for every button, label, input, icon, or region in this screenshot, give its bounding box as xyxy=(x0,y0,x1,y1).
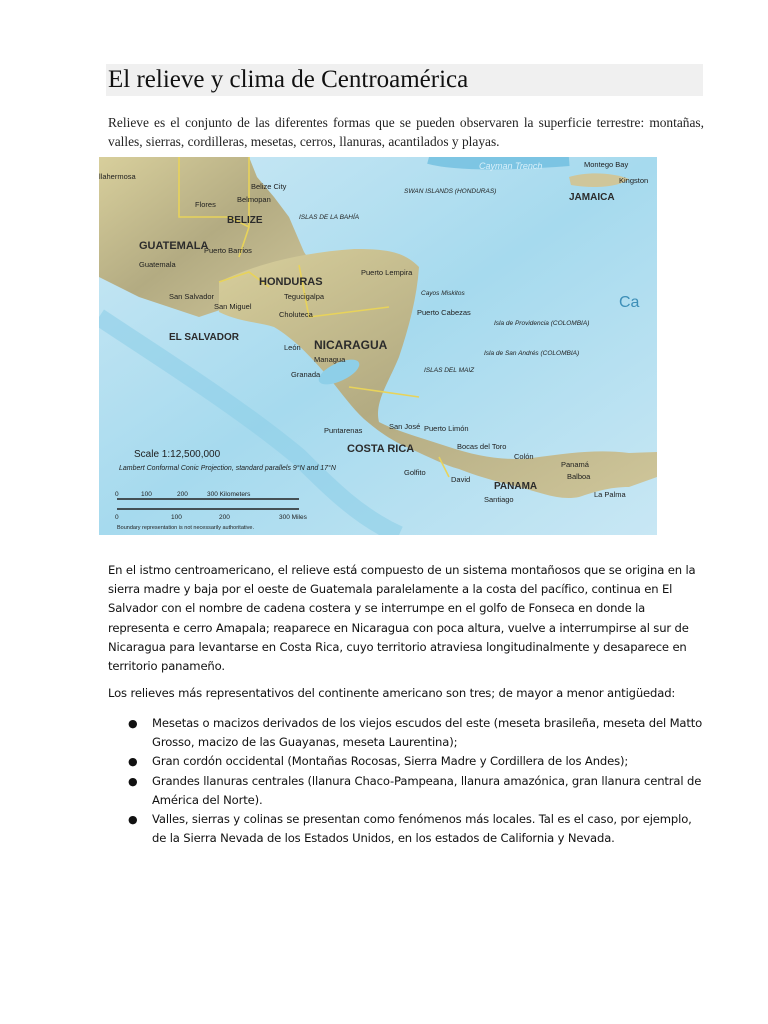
bullet-icon: ● xyxy=(128,717,138,730)
scale-mi-0: 0 xyxy=(115,514,119,521)
place-santiago: Santiago xyxy=(484,495,514,504)
place-choluteca: Choluteca xyxy=(279,310,313,319)
caribbean-sea-label: Ca xyxy=(619,294,640,311)
island-cayos: Cayos Miskitos xyxy=(421,290,465,297)
island-providencia: Isla de Providencia (COLOMBIA) xyxy=(494,320,590,327)
central-america-map xyxy=(99,157,657,535)
scale-mi-300: 300 Miles xyxy=(279,514,307,521)
island-san-andres: Isla de San Andrés (COLOMBIA) xyxy=(484,350,580,357)
place-granada: Granada xyxy=(291,370,321,379)
place-puerto-limon: Puerto Limón xyxy=(424,424,469,433)
trench-label: Cayman Trench xyxy=(479,161,543,171)
list-item: ● Valles, sierras y colinas se presentan como fenómenos más locales. Tal es el caso, por ejemplo, de la Sierra Nevada de los Estados Unidos, en los estados de California y Nevada. xyxy=(128,812,692,846)
place-balboa: Balboa xyxy=(567,472,591,481)
scale-title: Scale 1:12,500,000 xyxy=(134,449,221,460)
place-puerto-lempira: Puerto Lempira xyxy=(361,268,413,277)
place-colon: Colón xyxy=(514,452,534,461)
scale-note: Boundary representation is not necessarily authoritative. xyxy=(117,525,254,531)
label-nicaragua: NICARAGUA xyxy=(314,338,388,352)
list-item: ● Gran cordón occidental (Montañas Rocosas, Sierra Madre y Cordillera de los Andes); xyxy=(108,752,704,771)
place-villahermosa: llahermosa xyxy=(99,172,136,181)
document-title: El relieve y clima de Centroamérica xyxy=(108,66,469,93)
island-swan: SWAN ISLANDS (HONDURAS) xyxy=(404,188,497,195)
place-puerto-barrios: Puerto Barrios xyxy=(204,246,252,255)
list-item: ● Mesetas o macizos derivados de los viejos escudos del este (meseta brasileña, meseta del Matto Grosso, macizo de las Guayanas, meseta Laurentina); xyxy=(128,716,703,750)
scale-km-200: 200 xyxy=(177,491,188,498)
label-guatemala: GUATEMALA xyxy=(139,240,209,252)
place-david: David xyxy=(451,475,471,484)
label-jamaica: JAMAICA xyxy=(569,192,615,203)
place-montego-bay: Montego Bay xyxy=(584,160,629,169)
place-kingston: Kingston xyxy=(619,176,649,185)
place-la-palma: La Palma xyxy=(594,490,626,499)
bullet-icon: ● xyxy=(128,813,138,827)
place-tegucigalpa: Tegucigalpa xyxy=(284,292,325,301)
scale-mi-200: 200 xyxy=(219,514,230,521)
place-panama-city: Panamá xyxy=(561,460,589,469)
label-honduras: HONDURAS xyxy=(259,276,323,288)
label-costa-rica: COSTA RICA xyxy=(347,443,415,455)
island-maiz: ISLAS DEL MAIZ xyxy=(424,367,475,374)
scale-km-100: 100 xyxy=(141,491,152,498)
place-belize-city: Belize City xyxy=(251,182,287,191)
place-puerto-cabezas: Puerto Cabezas xyxy=(417,308,471,317)
relief-intro-list: Los relieves más representativos del continente americano son tres; de mayor a menor antigüedad: xyxy=(108,686,676,700)
bullet-icon: ● xyxy=(128,755,138,769)
scale-km-0: 0 xyxy=(115,491,119,498)
scale-mi-100: 100 xyxy=(171,514,182,521)
place-bocas-del-toro: Bocas del Toro xyxy=(457,442,507,451)
place-golfito: Golfito xyxy=(404,468,426,477)
place-flores: Flores xyxy=(195,200,216,209)
label-el-salvador: EL SALVADOR xyxy=(169,332,240,343)
place-san-jose: San José xyxy=(389,422,421,431)
island-bahia: ISLAS DE LA BAHÍA xyxy=(299,214,360,221)
list-item: ● Grandes llanuras centrales (llanura Chaco-Pampeana, llanura amazónica, gran llanura central de América del Norte). xyxy=(128,773,702,807)
relief-paragraph: En el istmo centroamericano, el relieve está compuesto de un sistema montañosos que se origina en la sierra madre y baja por el oeste de Guatemala paralelamente a la costa del pacífico, continua en El Salvador con el nombre de cadena costera y se interrumpe en el golfo de Fonseca en donde la representa e cerro Amapala; reaparece en Nicaragua con poca altura, vuelve a interrumpirse al sur de Nicaragua para levantarse en Costa Rica, cuyo territorio atraviesa longitudinalmente y desaparece en territorio panameño. xyxy=(108,563,696,674)
scale-km-300: 300 Kilometers xyxy=(207,491,251,498)
place-san-salvador: San Salvador xyxy=(169,292,215,301)
intro-paragraph: Relieve es el conjunto de las diferentes formas que se pueden observaren la superficie terrestre: montañas, valles, sierras, cordilleras, mesetas, cerros, llanuras, acantilados y playas. xyxy=(108,115,704,149)
bullet-icon: ● xyxy=(128,774,138,788)
place-san-miguel: San Miguel xyxy=(214,302,252,311)
place-guatemala-city: Guatemala xyxy=(139,260,176,269)
relief-list xyxy=(108,714,704,848)
place-belmopan: Belmopan xyxy=(237,195,271,204)
label-belize: BELIZE xyxy=(227,215,263,226)
place-puntarenas: Puntarenas xyxy=(324,426,363,435)
place-managua: Managua xyxy=(314,355,346,364)
label-panama: PANAMA xyxy=(494,481,538,492)
place-leon: León xyxy=(284,343,301,352)
scale-projection: Lambert Conformal Conic Projection, standard parallels 9°N and 17°N xyxy=(119,465,336,472)
